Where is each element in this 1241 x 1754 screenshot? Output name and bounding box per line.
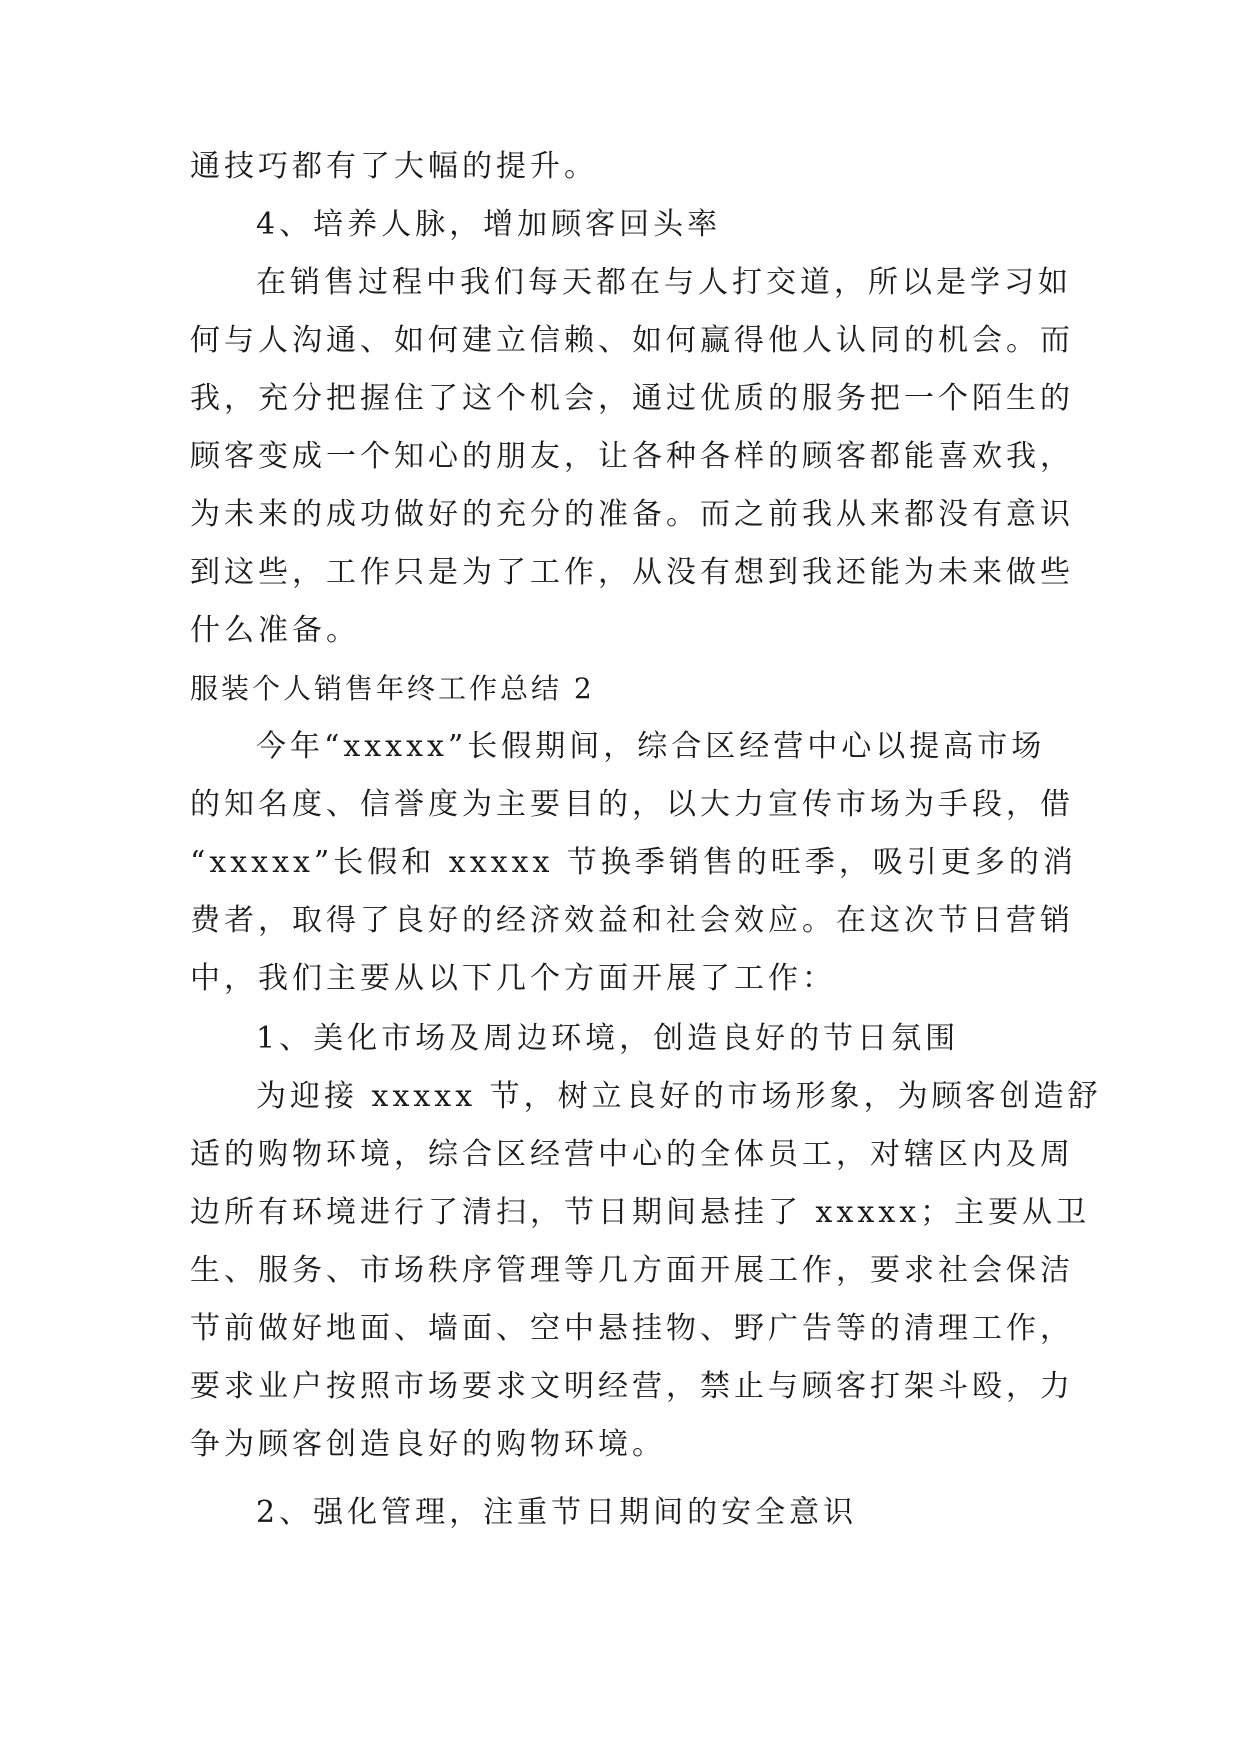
- text-line: 我，充分把握住了这个机会，通过优质的服务把一个陌生的: [190, 381, 1074, 416]
- list-heading: 4、培养人脉，增加顾客回头率: [256, 207, 722, 242]
- text-line: 顾客变成一个知心的朋友，让各种各样的顾客都能喜欢我，: [190, 439, 1074, 474]
- section-title-text: 服装个人销售年终工作总结 2: [190, 672, 595, 705]
- text-line: 生、服务、市场秩序管理等几方面开展工作，要求社会保洁: [190, 1253, 1074, 1288]
- text-line: 在销售过程中我们每天都在与人打交道，所以是学习如: [256, 265, 1072, 300]
- paragraph-block-1: [190, 138, 1074, 660]
- paragraph-block-2: [190, 718, 1077, 1008]
- text-line: 费者，取得了良好的经济效益和社会效应。在这次节日营销: [190, 903, 1074, 938]
- text-line: 为未来的成功做好的充分的准备。而之前我从来都没有意识: [190, 497, 1074, 532]
- text-line: 边所有环境进行了清扫，节日期间悬挂了 xxxxx；主要从卫: [190, 1195, 1091, 1230]
- text-line: 通技巧都有了大幅的提升。: [190, 149, 598, 184]
- paragraph-block-4: [190, 1484, 1050, 1542]
- text-line: 中，我们主要从以下几个方面开展了工作：: [190, 961, 836, 996]
- text-line: 今年“xxxxx”长假期间，综合区经营中心以提高市场: [256, 729, 1046, 764]
- text-line: 到这些，工作只是为了工作，从没有想到我还能为未来做些: [190, 555, 1074, 590]
- text-line: 何与人沟通、如何建立信赖、如何赢得他人认同的机会。而: [190, 323, 1074, 358]
- section-title: [190, 660, 1050, 718]
- text-line: 争为顾客创造良好的购物环境。: [190, 1427, 666, 1462]
- text-line: 节前做好地面、墙面、空中悬挂物、野广告等的清理工作，: [190, 1311, 1074, 1346]
- text-line: 的知名度、信誉度为主要目的，以大力宣传市场为手段，借: [190, 787, 1074, 822]
- text-line: 为迎接 xxxxx 节，树立良好的市场形象，为顾客创造舒: [256, 1079, 1102, 1114]
- paragraph-block-3: [190, 1010, 1102, 1474]
- text-line: 什么准备。: [190, 613, 360, 648]
- list-heading: 1、美化市场及周边环境，创造良好的节日氛围: [256, 1021, 960, 1056]
- text-line: 适的购物环境，综合区经营中心的全体员工，对辖区内及周: [190, 1137, 1074, 1172]
- text-line: 要求业户按照市场要求文明经营，禁止与顾客打架斗殴，力: [190, 1369, 1074, 1404]
- text-line: “xxxxx”长假和 xxxxx 节换季销售的旺季，吸引更多的消: [190, 845, 1077, 880]
- list-heading: 2、强化管理，注重节日期间的安全意识: [256, 1495, 858, 1530]
